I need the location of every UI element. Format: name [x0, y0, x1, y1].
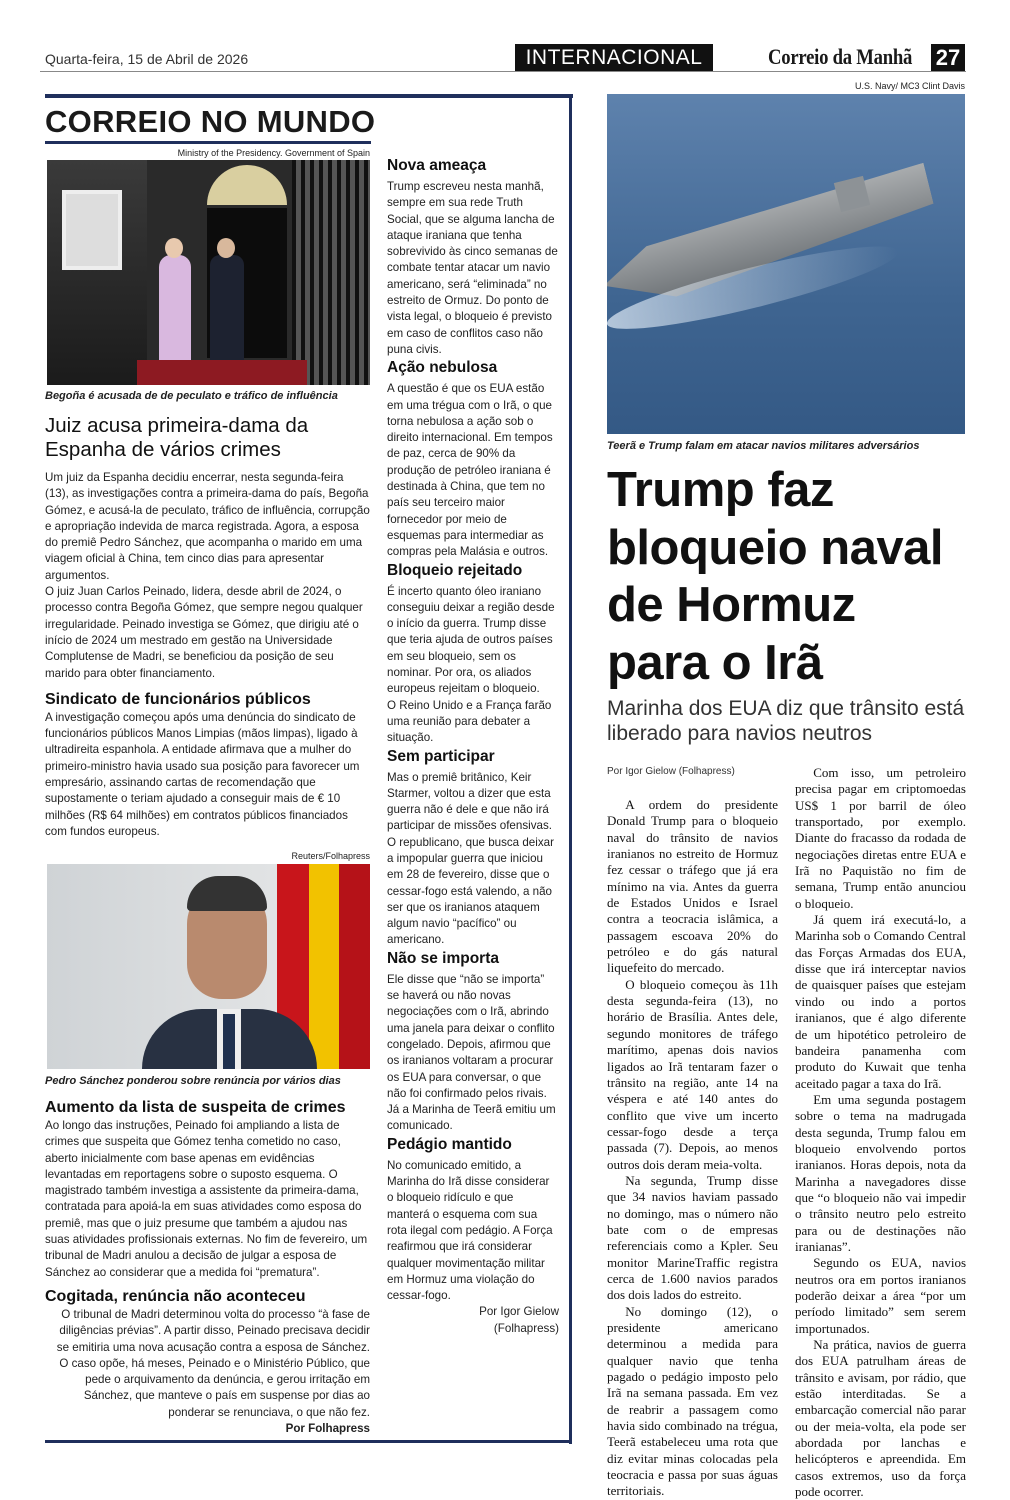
photo-credit: U.S. Navy/ MC3 Clint Davis	[854, 81, 965, 91]
kicker-underline	[45, 141, 371, 144]
box-border-bottom	[45, 1440, 572, 1443]
section-nova-ameaca	[387, 156, 559, 358]
paragraph: Na prática, navios de guerra dos EUA patrulham áreas de trânsito e avisam, por rádio, que estão interditadas. Se a embarcação comercial não parar ou der meia-volta, ela pode ser abordada por lanchas e helicópteros e apreendida. Em casos extremos, uso da força pode ocorrer.	[795, 1337, 966, 1500]
paragraph: Já quem irá executá-lo, a Marinha sob o Comando Central das Forças Armadas dos EUA, disse que irá interceptar navios de quaisquer países que estejam vindo ou indo a portos iranianos, que é algo diferente de um hipotético petroleiro de bandeira panamenha com produto do Kuwait que tenha aceitado pagar a taxa do Irã.	[795, 912, 966, 1091]
paragraph: Na segunda, Trump disse que 34 navios haviam passado no domingo, mas o número não bate com o de empresas referenciais como a Kpler. Seu monitor MarineTraffic registra cerca de 1.600 navios parados dos dois lados do estreito.	[607, 1172, 778, 1303]
photo-pedro-sanchez	[47, 864, 370, 1069]
sidebar-column	[387, 156, 559, 1337]
newspaper-logo: Correio da Manhã	[768, 44, 913, 69]
paragraph: A questão é que os EUA estão em uma trégua com o Irã, o que torna nebulosa a ação sob o direito internacional. Em tempos de paz, cerca de 90% da produção de petróleo iraniana é destinada à China, que tem no país seu terceiro maior fornecedor por meio de esquemas para intermediar as compras pela Malásia e outros.	[387, 382, 553, 559]
subheading: Sem participar	[387, 747, 495, 765]
header-divider	[40, 71, 966, 72]
section-kicker: CORREIO NO MUNDO	[45, 104, 376, 139]
subheading: Pedágio mantido	[387, 1135, 512, 1153]
subheading: Cogitada, renúncia não aconteceu	[45, 1287, 306, 1305]
headline-line: Trump faz	[607, 463, 834, 517]
subheading: Sindicato de funcionários públicos	[45, 690, 311, 708]
photo-begona-gomez	[47, 160, 370, 385]
section-nao-se-importa	[387, 949, 559, 1135]
headline-line: de Hormuz	[607, 578, 856, 632]
paragraph: Um juiz da Espanha decidiu encerrar, nesta segunda-feira (13), as investigações contra a primeira-dama do país, Begoña Gómez, e acusá-la de peculato, tráfico de influência, corrupção e apropriação indevida de marca registrada. Agora, a esposa do premiê Pedro Sánchez, que acompanha o marido em uma viagem oficial à China, tem cinco dias para apresentar argumentos.	[45, 471, 370, 582]
box-border-top	[45, 94, 573, 98]
paragraph: Já a Marinha de Teerã emitiu um comunicado.	[387, 1103, 556, 1133]
section-bloqueio-rejeitado	[387, 561, 559, 747]
page-number: 27	[931, 44, 965, 71]
paragraph: É incerto quanto óleo iraniano conseguiu deixar a região desde o início da guerra. Trump disse que teria ajuda de outros países em seu bloqueio, sem os nominar. Por ora, os aliados europeus rejeitam o bloqueio.	[387, 584, 555, 696]
subheading: Não se importa	[387, 949, 499, 967]
section-sem-participar	[387, 747, 559, 949]
photo-caption: Begoña é acusada de de peculato e tráfico de influência	[45, 390, 338, 402]
article-column-1	[607, 797, 778, 1500]
subheading: Aumento da lista de suspeita de crimes	[45, 1099, 346, 1116]
subtitle: Marinha dos EUA diz que trânsito está liberado para navios neutros	[607, 697, 965, 745]
section-acao-nebulosa	[387, 358, 559, 560]
byline: Por Igor Gielow (Folhapress)	[479, 1305, 559, 1335]
article-body	[45, 470, 370, 840]
paragraph: Ele disse que “não se importa” se haverá ou não novas negociações com o Irã, abrindo uma janela para deixar o conflito congelado. Depois, afirmou que os iranianos voltaram a procurar os EUA para conversar, o que não foi confirmado pelos rivais.	[387, 972, 555, 1100]
paragraph: Ao longo das instruções, Peinado foi ampliando a lista de crimes que suspeita que Gómez tenha cometido no caso, aberto inicialmente com base apenas em evidências levantadas em reportagens sobre o suposto esquema. O magistrado também investiga a assistente da primeira-dama, contratada para apoiá-la em suas atividades como esposa do premiê, mas que o juiz presume que também a ajudou nas suas atividades profissionais externas. No fim de fevereiro, um tribunal de Madri anulou a decisão de julgar a esposa de Sánchez ao considerar que a medida foi “prematura”.	[45, 1119, 368, 1279]
subheading: Ação nebulosa	[387, 359, 498, 377]
photo-credit: Ministry of the Presidency. Government of Spain	[177, 148, 370, 158]
paragraph: Trump escreveu nesta manhã, sempre em sua rede Truth Social, que se alguma lancha de ataque iraniana que tenha sobrevivido às cinco semanas de combate tentar atacar um navio americano, será “eliminada” no estreito de Ormuz. Do ponto de vista legal, o bloqueio é previsto em caso de conflitos caso não puna civis.	[387, 180, 558, 356]
byline: Por Folhapress	[285, 1422, 370, 1436]
article-headline: Juiz acusa primeira-dama da Espanha de vários crimes	[45, 414, 309, 461]
paragraph: A investigação começou após uma denúncia do sindicato de funcionários públicos Manos Limpias (mãos limpas), ligado à ultradireita espanhola. A entidade afirmava que a mulher do primeiro-ministro havia usado sua posição para favorecer um empresário, assinando cartas de recomendação que supostamente o teriam ajudado a conseguir mais de € 10 milhões (R$ 64 milhões) em contratos públicos financiados com fundos europeus.	[45, 710, 360, 838]
subheading: Bloqueio rejeitado	[387, 561, 523, 579]
article-column-2	[795, 765, 966, 1500]
paragraph: O tribunal de Madri determinou volta do processo “à fase de diligências prévias”. A partir disso, Peinado precisava decidir se emitiria uma nova acusação contra a esposa de Sánchez. O caso opõe, há meses, Peinado e o Ministério Público, que pede o arquivamento da denúncia, e gerou irritação em Sánchez, que manteve o país em suspense por dias ao ponderar se renunciava, o que não fez.	[56, 1307, 370, 1419]
issue-date: Quarta-feira, 15 de Abril de 2026	[45, 51, 249, 67]
paragraph: Em uma segunda postagem sobre o tema na madrugada desta segunda, Trump falou em bloqueio envolvendo portos iranianos. Horas depois, nota da Marinha a navegadores disse que “o bloqueio não vai impedir o trânsito neutro pelo estreito para ou de destinações não iranianas”.	[795, 1091, 966, 1254]
photo-credit: Reuters/Folhapress	[291, 851, 370, 861]
section-label: INTERNACIONAL	[515, 44, 713, 71]
paragraph: Com isso, um petroleiro precisa pagar em criptomoedas US$ 1 por barril de óleo transportado, por exemplo. Diante do fracasso da rodada de negociações diretas entre EUA e Irã no Paquistão no fim de semana, Trump então anunciou o bloqueio.	[795, 765, 966, 911]
paragraph: Segundo os EUA, navios neutros ora em portos iranianos poderão deixar a área “por um período limitado” sem serem importunados.	[795, 1255, 966, 1336]
photo-caption: Teerã e Trump falam em atacar navios militares adversários	[607, 440, 920, 452]
section-pedagio-mantido	[387, 1135, 559, 1305]
paragraph: O juiz Juan Carlos Peinado, lidera, desde abril de 2024, o processo contra Begoña Gómez, que sempre negou qualquer irregularidade. Peinado investiga se Gómez, que dirigiu até o início de 2024 um mestrado em gestão na Universidade Complutense de Madri, se beneficiou da posição de seu marido para obter financiamento.	[45, 585, 363, 680]
paragraph: No comunicado emitido, a Marinha do Irã disse considerar o bloqueio ridículo e que manterá o esquema com sua rota ilegal com pedágio. A Força reafirmou que irá considerar qualquer movimentação militar em Hormuz uma violação do cessar-fogo.	[387, 1158, 553, 1303]
paragraph: O bloqueio começou às 11h desta segunda-feira (13), no horário de Brasília. Antes dele, segundo monitores de tráfego marítimo, apenas dois navios ligados ao Irã tentaram fazer o trânsito na região, ante 14 na véspera e até 140 antes do conflito que vive um incerto cessar-fogo desde a terça passada (7). Depois, ao menos outros dois deram meia-volta.	[607, 976, 778, 1172]
box-border-right	[569, 94, 572, 1444]
article-body-continued	[45, 1094, 370, 1437]
headline-line: bloqueio naval	[607, 520, 944, 575]
paragraph: Mas o premiê britânico, Keir Starmer, voltou a dizer que esta guerra não é dele e que não irá participar de missões ofensivas. O republicano, que busca deixar a impopular guerra que iniciou em 28 de fevereiro, disse que o cessar-fogo está valendo, a não ser que os iranianos ataquem algum navio “pacífico” ou americano.	[387, 770, 554, 947]
paragraph: A ordem do presidente Donald Trump para o bloqueio naval do trânsito de navios iranianos no estreito de Hormuz fez cessar o tráfego que já era mínimo na via. Antes da guerra de Estados Unidos e Israel contra a teocracia islâmica, a passagem escoava 20% do petróleo e do gás natural liquefeito do mercado.	[607, 797, 778, 976]
paragraph: O Reino Unido e a França farão uma reunião para debater a situação.	[387, 698, 552, 745]
photo-caption: Pedro Sánchez ponderou sobre renúncia por vários dias	[45, 1075, 341, 1087]
paragraph: No domingo (12), o presidente americano determinou a medida para qualquer navio que tenha pagado o pedágio imposto pelo Irã na semana passada. Em vez de reabrir a passagem como havia sido combinado na trégua, Teerã estabeleceu uma rota que diz evitar minas colocadas pela teocracia e passa por suas águas territoriais.	[607, 1303, 778, 1499]
subheading: Nova ameaça	[387, 157, 487, 174]
main-headline	[607, 462, 987, 692]
headline-line: para o Irã	[607, 635, 823, 690]
byline: Por Igor Gielow (Folhapress)	[607, 766, 735, 777]
photo-aircraft-carrier	[607, 94, 965, 434]
